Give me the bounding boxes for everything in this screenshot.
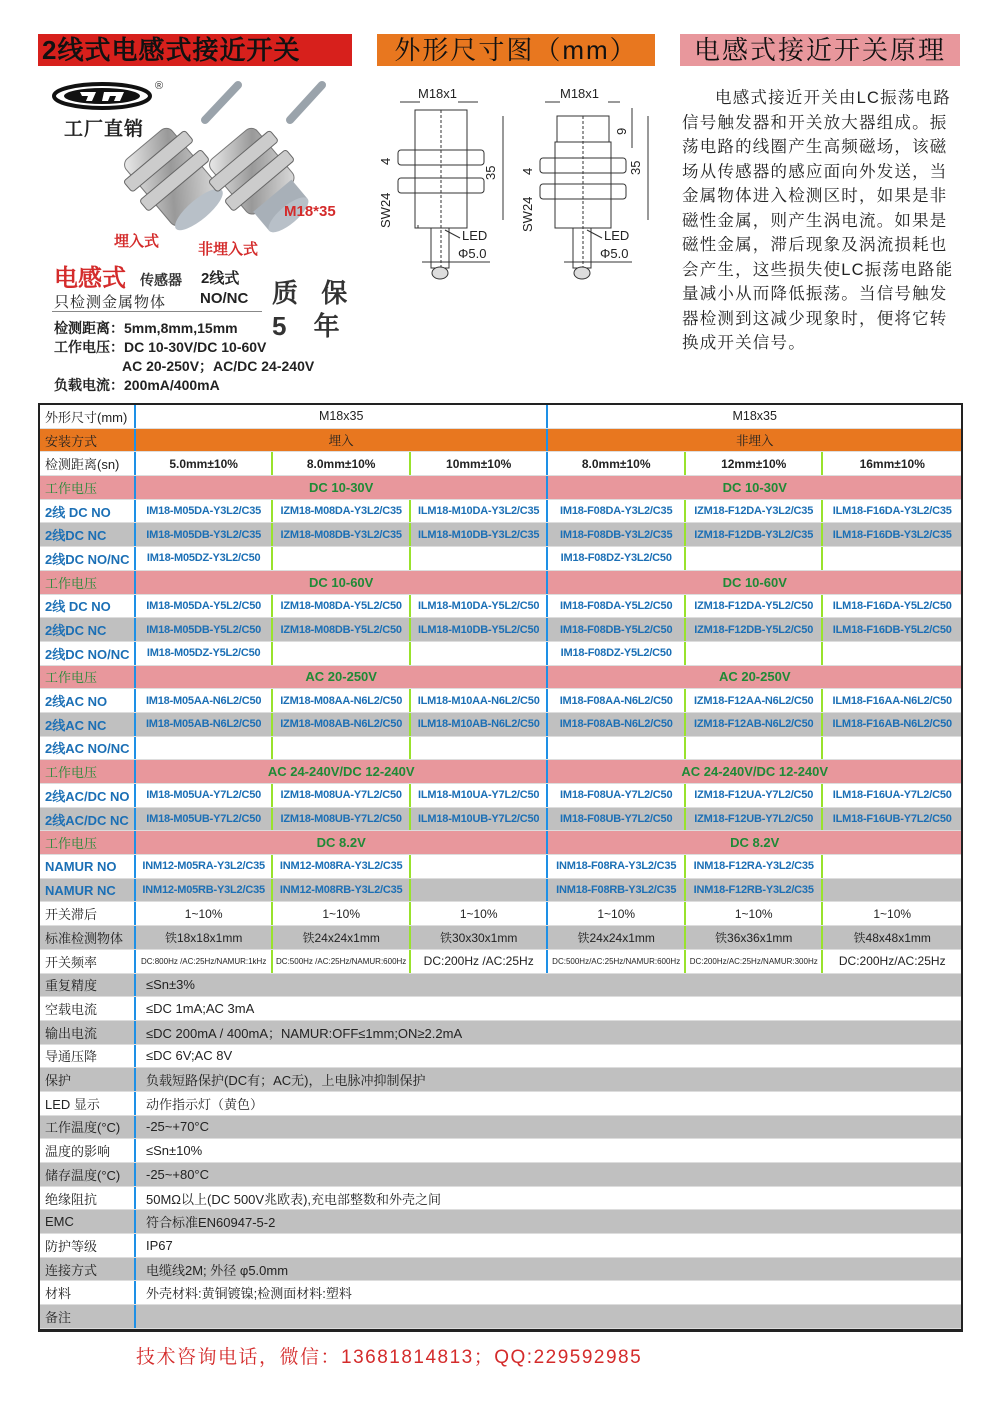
model-cell: IM18-M05DZ-Y5L2/C50 xyxy=(136,642,274,665)
target-cell: 铁18x18x1mm xyxy=(136,926,274,949)
frequency-row xyxy=(40,950,961,974)
model-cell: IZM18-M08AB-N6L2/C50 xyxy=(273,713,411,736)
voltage-left: AC 20-250V xyxy=(136,666,549,689)
hysteresis-cell: 1~10% xyxy=(686,902,824,925)
spec-distance: 检测距离：5mm,8mm,15mm xyxy=(54,320,238,336)
general-spec-row xyxy=(40,1210,961,1234)
length-right: 35 xyxy=(628,160,643,175)
target-cell: 铁48x48x1mm xyxy=(853,930,931,945)
distance-cell: 12mm±10% xyxy=(686,452,824,475)
sensor-photo xyxy=(100,80,340,250)
hysteresis-row xyxy=(40,902,961,926)
general-spec-row xyxy=(40,1305,961,1329)
row-label: 2线 DC NO xyxy=(40,595,136,618)
model-cell xyxy=(823,642,961,665)
general-spec-row xyxy=(40,974,961,998)
no-nc-label: NO/NC xyxy=(200,290,249,307)
row-label: 工作电压 xyxy=(40,666,136,689)
spec-value: 符合标准EN60947-5-2 xyxy=(146,1215,276,1231)
row-label: NAMUR NC xyxy=(40,879,136,902)
model-cell xyxy=(411,737,549,760)
warranty-line1: 质 保 xyxy=(272,278,356,308)
metal-only-label: 只检测金属物体 xyxy=(54,294,167,311)
inductive-title: 电感式 xyxy=(54,265,126,292)
model-cell: IZM18-M08AA-N6L2/C50 xyxy=(273,689,411,712)
model-cell: IZM18-F12DB-Y5L2/C50 xyxy=(686,618,824,641)
size-row xyxy=(40,405,961,429)
row-label: 材料 xyxy=(40,1281,136,1304)
voltage-right: DC 8.2V xyxy=(730,835,780,851)
model-cell: INM12-M08RA-Y3L2/C35 xyxy=(273,855,411,878)
model-row xyxy=(40,737,961,761)
row-label: 2线AC NC xyxy=(40,713,136,736)
target-cell: 铁24x24x1mm xyxy=(273,926,411,949)
model-row xyxy=(40,547,961,571)
protrusion: 9 xyxy=(614,127,629,135)
hysteresis-cell: 1~10% xyxy=(136,902,274,925)
model-cell xyxy=(686,642,824,665)
model-cell: IM18-F08UA-Y7L2/C50 xyxy=(548,784,686,807)
model-cell xyxy=(411,879,549,902)
row-label: 连接方式 xyxy=(40,1258,136,1281)
principle-text: 电感式接近开关由LC振荡电路信号触发器和开关放大器组成。振荡电路的线圈产生高频磁场，该磁场从传感器的感应面向外发送，当金属物体进入检测区时，如果是非磁性金属，则产生涡电流。如果是磁性金属，滞后现象及涡流损耗也会产生，这些损失使LC振荡电路能量减小从而降低振荡。当信号触发器检测到这减少现象时，便将它转换成开关信号。 xyxy=(682,89,954,352)
row-label: 2线 DC NO xyxy=(40,500,136,523)
row-label: 储存温度(°C) xyxy=(40,1163,136,1186)
model-cell: IM18-F08AA-N6L2/C50 xyxy=(548,689,686,712)
model-cell: ILM18-M10UA-Y7L2/C50 xyxy=(411,784,549,807)
thread-left: M18x1 xyxy=(418,86,458,101)
spec-value: ≤Sn±3% xyxy=(146,977,195,993)
general-spec-row xyxy=(40,1045,961,1069)
model-cell: INM18-F08RB-Y3L2/C35 xyxy=(548,879,686,902)
general-spec-row xyxy=(40,1021,961,1045)
product-title: 2线式电感式接近开关 xyxy=(38,34,352,66)
model-cell xyxy=(411,855,549,878)
voltage-row xyxy=(40,476,961,500)
length-left: 35 xyxy=(483,165,498,180)
spec-value: 动作指示灯（黄色） xyxy=(146,1096,264,1112)
model-cell: IZM18-M08DA-Y5L2/C50 xyxy=(273,595,411,618)
model-cell: IM18-M05DZ-Y3L2/C50 xyxy=(136,547,274,570)
general-spec-row xyxy=(40,1068,961,1092)
led-left: LED xyxy=(462,228,488,243)
mount-right: 非埋入 xyxy=(735,434,774,449)
spec-value xyxy=(136,1305,961,1328)
row-label: 温度的影响 xyxy=(40,1139,136,1162)
spec-value: -25~+70°C xyxy=(146,1119,210,1135)
model-cell: IM18-F08DA-Y5L2/C50 xyxy=(548,595,686,618)
model-row xyxy=(40,595,961,619)
row-label: 2线AC NO/NC xyxy=(40,737,136,760)
model-cell: IM18-F08DZ-Y3L2/C50 xyxy=(548,547,686,570)
general-spec-row xyxy=(40,1116,961,1140)
target-row xyxy=(40,926,961,950)
row-label: 2线AC/DC NO xyxy=(40,784,136,807)
model-cell: INM18-F12RA-Y3L2/C35 xyxy=(686,855,824,878)
model-cell: IM18-F08UB-Y7L2/C50 xyxy=(548,808,686,831)
row-label: 工作电压 xyxy=(40,476,136,499)
model-cell xyxy=(411,642,549,665)
model-cell: IZM18-M08DB-Y3L2/C35 xyxy=(273,523,411,546)
voltage-left: DC 10-60V xyxy=(136,571,549,594)
model-cell: IM18-F08DB-Y5L2/C50 xyxy=(548,618,686,641)
size-left: M18x35 xyxy=(136,405,549,428)
model-cell: ILM18-F16DB-Y5L2/C50 xyxy=(832,623,952,636)
row-label: 空载电流 xyxy=(40,997,136,1020)
row-label: 工作电压 xyxy=(40,571,136,594)
model-cell xyxy=(273,737,411,760)
model-cell: IZM18-M08DA-Y3L2/C35 xyxy=(273,500,411,523)
model-cell: ILM18-M10DB-Y5L2/C50 xyxy=(411,618,549,641)
voltage-left: DC 10-30V xyxy=(136,476,549,499)
model-cell xyxy=(823,737,961,760)
frequency-cell: DC:200Hz/AC:25Hz xyxy=(838,954,946,969)
row-label: 标准检测物体 xyxy=(40,926,136,949)
row-label: 开关频率 xyxy=(40,950,136,973)
model-cell: IZM18-F12UB-Y7L2/C50 xyxy=(686,808,824,831)
model-cell: INM12-M05RA-Y3L2/C35 xyxy=(136,855,274,878)
voltage-right: AC 20-250V xyxy=(718,669,791,685)
principle-title: 电感式接近开关原理 xyxy=(680,34,960,66)
model-cell xyxy=(823,547,961,570)
row-label: 2线AC/DC NC xyxy=(40,808,136,831)
model-cell: ILM18-F16UA-Y7L2/C50 xyxy=(832,789,952,802)
nut-right: 4 xyxy=(520,167,535,175)
spec-value: 50MΩ以上(DC 500V兆欧表),充电部整数和外壳之间 xyxy=(146,1191,442,1207)
model-cell: IM18-M05UA-Y7L2/C50 xyxy=(136,784,274,807)
frequency-cell: DC:200Hz/AC:25Hz/NAMUR:300Hz xyxy=(686,950,824,973)
model-cell xyxy=(548,737,686,760)
general-spec-row xyxy=(40,997,961,1021)
model-cell xyxy=(136,737,274,760)
model-row xyxy=(40,689,961,713)
model-cell: ILM18-M10DB-Y3L2/C35 xyxy=(411,523,549,546)
row-label: EMC xyxy=(40,1210,136,1233)
sensor-word: 传感器 xyxy=(140,272,182,288)
model-cell: IM18-M05UB-Y7L2/C50 xyxy=(136,808,274,831)
model-cell: IM18-M05DA-Y3L2/C35 xyxy=(136,500,274,523)
voltage-row xyxy=(40,760,961,784)
frequency-cell: DC:500Hz/AC:25Hz/NAMUR:600Hz xyxy=(548,950,686,973)
model-cell: ILM18-M10DA-Y3L2/C35 xyxy=(411,500,549,523)
spec-voltage: 工作电压：DC 10-30V/DC 10-60V xyxy=(54,339,267,355)
model-cell: IZM18-F12DA-Y5L2/C50 xyxy=(686,595,824,618)
voltage-right: DC 10-60V xyxy=(722,574,787,590)
wrench-left: SW24 xyxy=(378,192,393,228)
voltage-right: DC 10-30V xyxy=(722,479,787,495)
distance-cell: 8.0mm±10% xyxy=(548,452,686,475)
general-spec-row xyxy=(40,1187,961,1211)
model-cell xyxy=(823,855,961,878)
row-label: 检测距离(sn) xyxy=(40,452,136,475)
spec-value: ≤DC 1mA;AC 3mA xyxy=(146,1001,255,1017)
row-label: 2线DC NO/NC xyxy=(40,547,136,570)
model-cell xyxy=(686,547,824,570)
distance-cell: 16mm±10% xyxy=(859,456,925,471)
row-label: 保护 xyxy=(40,1068,136,1091)
contact-info: 技术咨询电话，微信：13681814813；QQ:229592985 xyxy=(136,1347,643,1368)
model-cell: ILM18-F16DB-Y3L2/C35 xyxy=(832,528,952,541)
row-label: 导通压降 xyxy=(40,1045,136,1068)
mount-row xyxy=(40,429,961,453)
row-label: 2线DC NO/NC xyxy=(40,642,136,665)
row-label: 2线AC NO xyxy=(40,689,136,712)
model-cell: IZM18-F12DB-Y3L2/C35 xyxy=(686,523,824,546)
general-spec-row xyxy=(40,1234,961,1258)
spec-value: 负载短路保护(DC有；AC无)，上电脉冲抑制保护 xyxy=(146,1073,426,1089)
voltage-right: AC 24-240V/DC 12-240V xyxy=(681,764,829,780)
model-cell: IM18-M05DB-Y5L2/C50 xyxy=(136,618,274,641)
distance-row xyxy=(40,452,961,476)
led-right: LED xyxy=(604,228,630,243)
wrench-right: SW24 xyxy=(520,196,535,232)
hysteresis-cell: 1~10% xyxy=(411,902,549,925)
distance-cell: 5.0mm±10% xyxy=(136,452,274,475)
model-cell: IM18-M05DA-Y5L2/C50 xyxy=(136,595,274,618)
voltage-row xyxy=(40,571,961,595)
target-cell: 铁30x30x1mm xyxy=(411,926,549,949)
model-cell: IZM18-M08DB-Y5L2/C50 xyxy=(273,618,411,641)
general-spec-row xyxy=(40,1258,961,1282)
distance-cell: 10mm±10% xyxy=(411,452,549,475)
model-cell: IZM18-F12AA-N6L2/C50 xyxy=(686,689,824,712)
spec-current: 负载电流：200mA/400mA xyxy=(54,377,220,393)
model-cell: ILM18-F16AA-N6L2/C50 xyxy=(832,694,952,707)
spec-value: IP67 xyxy=(146,1237,173,1253)
model-row xyxy=(40,808,961,832)
row-label: 防护等级 xyxy=(40,1234,136,1257)
model-cell: INM18-F08RA-Y3L2/C35 xyxy=(548,855,686,878)
model-row xyxy=(40,855,961,879)
spec-voltage-ac: AC 20-250V；AC/DC 24-240V xyxy=(122,358,315,374)
model-cell: IM18-F08AB-N6L2/C50 xyxy=(548,713,686,736)
dimension-title: 外形尺寸图（mm） xyxy=(377,34,655,66)
distance-cell: 8.0mm±10% xyxy=(273,452,411,475)
two-wire-label: 2线式 xyxy=(201,270,240,287)
model-size-label: M18*35 xyxy=(284,203,336,220)
spec-value: -25~+80°C xyxy=(146,1166,210,1182)
embedded-label: 埋入式 xyxy=(114,233,160,250)
row-label: 重复精度 xyxy=(40,974,136,997)
model-cell xyxy=(411,547,549,570)
model-row xyxy=(40,642,961,666)
model-row xyxy=(40,713,961,737)
model-row xyxy=(40,618,961,642)
model-cell: ILM18-M10UB-Y7L2/C50 xyxy=(411,808,549,831)
model-cell: ILM18-M10DA-Y5L2/C50 xyxy=(411,595,549,618)
model-cell: INM12-M05RB-Y3L2/C35 xyxy=(136,879,274,902)
spec-value: 外壳材料:黄铜镀镍;检测面材料:塑料 xyxy=(146,1286,352,1302)
model-row xyxy=(40,500,961,524)
model-cell: ILM18-M10AB-N6L2/C50 xyxy=(411,713,549,736)
frequency-cell: DC:200Hz /AC:25Hz xyxy=(411,950,549,973)
model-cell: ILM18-F16DA-Y3L2/C35 xyxy=(832,505,952,518)
general-spec-row xyxy=(40,1092,961,1116)
general-spec-row xyxy=(40,1281,961,1305)
model-cell: IZM18-M08UB-Y7L2/C50 xyxy=(273,808,411,831)
hysteresis-cell: 1~10% xyxy=(873,906,912,921)
cable-right: Φ5.0 xyxy=(600,246,629,261)
voltage-row xyxy=(40,831,961,855)
divider xyxy=(52,311,262,312)
voltage-row xyxy=(40,666,961,690)
factory-direct-label: 工厂直销 xyxy=(64,119,145,140)
row-label: 外形尺寸(mm) xyxy=(40,405,136,428)
model-row xyxy=(40,523,961,547)
general-spec-row xyxy=(40,1163,961,1187)
model-cell xyxy=(823,879,961,902)
voltage-left: AC 24-240V/DC 12-240V xyxy=(136,760,549,783)
size-right: M18x35 xyxy=(732,409,777,424)
target-cell: 铁24x24x1mm xyxy=(548,926,686,949)
model-cell xyxy=(273,642,411,665)
model-cell: ILM18-M10AA-N6L2/C50 xyxy=(411,689,549,712)
model-cell xyxy=(273,547,411,570)
registered-mark: ® xyxy=(155,80,164,92)
row-label: 工作电压 xyxy=(40,831,136,854)
model-cell: IM18-M05DB-Y3L2/C35 xyxy=(136,523,274,546)
dimension-drawing xyxy=(370,80,660,280)
row-label: 工作电压 xyxy=(40,760,136,783)
spec-value: ≤DC 6V;AC 8V xyxy=(146,1048,233,1064)
spec-value: 电缆线2M; 外径 φ5.0mm xyxy=(146,1262,289,1278)
model-cell: ILM18-F16UB-Y7L2/C50 xyxy=(832,813,952,826)
row-label: NAMUR NO xyxy=(40,855,136,878)
warranty-line2: 5 年 xyxy=(272,311,350,341)
model-row xyxy=(40,879,961,903)
row-label: 开关滞后 xyxy=(40,902,136,925)
model-cell: IM18-M05AA-N6L2/C50 xyxy=(136,689,274,712)
row-label: 2线DC NC xyxy=(40,618,136,641)
frequency-cell: DC:800Hz /AC:25Hz/NAMUR:1kHz xyxy=(136,950,274,973)
model-cell: ILM18-F16DA-Y5L2/C50 xyxy=(832,599,952,612)
spec-value: ≤DC 200mA / 400mA；NAMUR:OFF≤1mm;ON≥2.2mA xyxy=(146,1025,463,1041)
hysteresis-cell: 1~10% xyxy=(273,902,411,925)
model-cell: IM18-M05AB-N6L2/C50 xyxy=(136,713,274,736)
frequency-cell: DC:500Hz /AC:25Hz/NAMUR:600Hz xyxy=(273,950,411,973)
mount-left: 埋入 xyxy=(136,429,549,452)
model-cell: ILM18-F16AB-N6L2/C50 xyxy=(832,718,952,731)
model-cell: IM18-F08DZ-Y5L2/C50 xyxy=(548,642,686,665)
spec-value: ≤Sn±10% xyxy=(146,1143,203,1159)
model-cell: INM12-M08RB-Y3L2/C35 xyxy=(273,879,411,902)
model-cell: IZM18-F12UA-Y7L2/C50 xyxy=(686,784,824,807)
model-cell: IZM18-F12DA-Y3L2/C35 xyxy=(686,500,824,523)
row-label: 输出电流 xyxy=(40,1021,136,1044)
spec-table xyxy=(38,403,963,1332)
row-label: 备注 xyxy=(40,1305,136,1328)
non-embedded-label: 非埋入式 xyxy=(198,241,259,258)
model-cell xyxy=(686,737,824,760)
row-label: LED 显示 xyxy=(40,1092,136,1115)
thread-right: M18x1 xyxy=(560,86,600,101)
row-label: 工作温度(°C) xyxy=(40,1116,136,1139)
row-label: 安装方式 xyxy=(40,429,136,452)
model-cell: IM18-F08DA-Y3L2/C35 xyxy=(548,500,686,523)
row-label: 2线DC NC xyxy=(40,523,136,546)
nut-left: 4 xyxy=(378,157,393,165)
target-cell: 铁36x36x1mm xyxy=(686,926,824,949)
voltage-left: DC 8.2V xyxy=(136,831,549,854)
cable-left: Φ5.0 xyxy=(458,246,487,261)
model-cell: IZM18-F12AB-N6L2/C50 xyxy=(686,713,824,736)
row-label: 绝缘阻抗 xyxy=(40,1187,136,1210)
model-cell: IZM18-M08UA-Y7L2/C50 xyxy=(273,784,411,807)
general-spec-row xyxy=(40,1139,961,1163)
hysteresis-cell: 1~10% xyxy=(548,902,686,925)
model-cell: INM18-F12RB-Y3L2/C35 xyxy=(686,879,824,902)
model-row xyxy=(40,784,961,808)
model-cell: IM18-F08DB-Y3L2/C35 xyxy=(548,523,686,546)
